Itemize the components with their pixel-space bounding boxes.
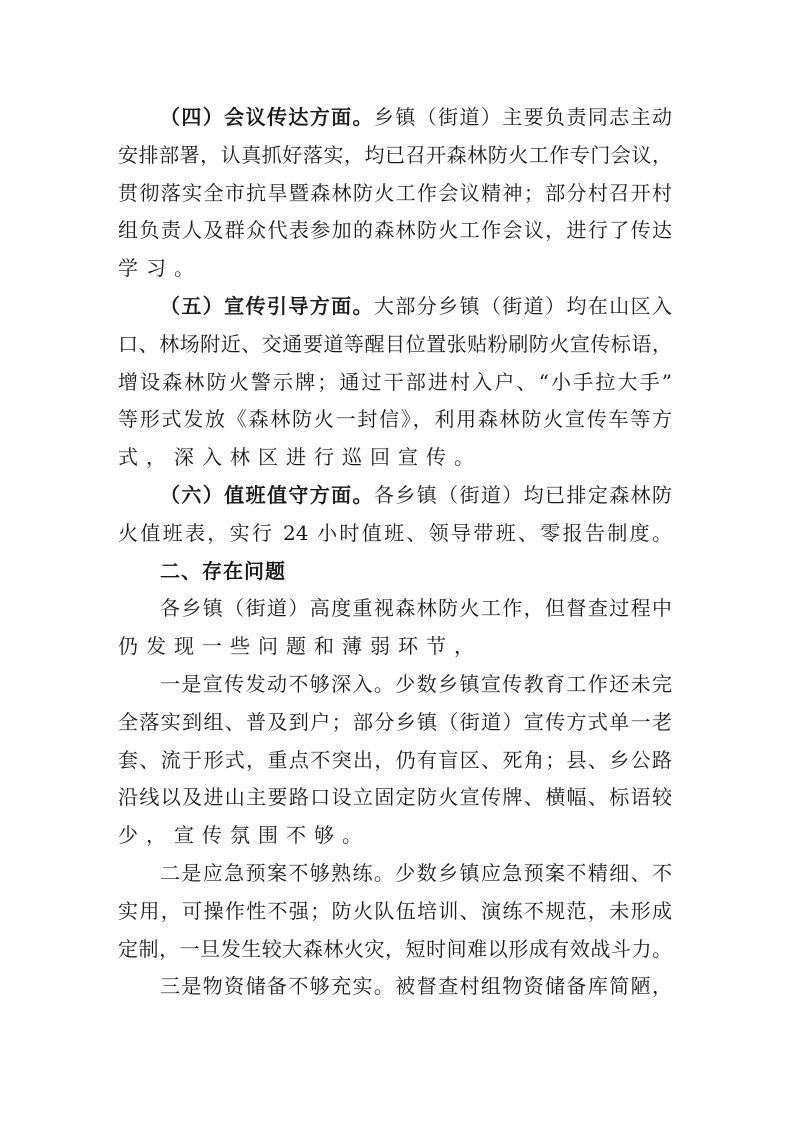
paragraph-text: 定制，一旦发生较大森林火灾，短时间难以形成有效战斗力。	[118, 936, 672, 961]
paragraph-text: 一是宣传发动不够深入。少数乡镇宣传教育工作还未完	[160, 671, 672, 696]
paragraph-line	[118, 742, 672, 780]
paragraph-line	[118, 401, 672, 439]
paragraph-line	[118, 855, 672, 893]
paragraph-line	[118, 326, 672, 364]
paragraph-line	[118, 212, 672, 250]
paragraph-line	[118, 666, 672, 704]
paragraph-text: 沿线以及进山主要路口设立固定防火宣传牌、横幅、标语较	[118, 785, 672, 810]
paragraph-line	[118, 931, 672, 969]
paragraph-text: 增设森林防火警示牌；通过干部进村入户、“小手拉大手”	[118, 369, 672, 394]
paragraph-line	[118, 779, 672, 817]
paragraph-line	[118, 968, 672, 1006]
paragraph-text: 大部分乡镇（街道）均在山区入	[373, 293, 673, 318]
paragraph-text: 学习。	[118, 256, 202, 281]
paragraph-line	[118, 893, 672, 931]
paragraph-text: 少，宣传氛围不够。	[118, 823, 370, 848]
paragraph-line	[118, 628, 672, 666]
paragraph-text: 贯彻落实全市抗旱暨森林防火工作会议精神；部分村召开村	[118, 180, 672, 205]
paragraph-text: 三是物资储备不够充实。被督查村组物资储备库简陋，	[160, 974, 672, 999]
paragraph-text: 全落实到组、普及到户；部分乡镇（街道）宣传方式单一老	[118, 709, 672, 734]
document-page	[118, 99, 672, 1006]
paragraph-line	[118, 250, 672, 288]
paragraph-text: 实用，可操作性不强；防火队伍培训、演练不规范，未形成	[118, 898, 672, 923]
paragraph-line	[118, 288, 672, 326]
paragraph-text: 安排部署，认真抓好落实，均已召开森林防火工作专门会议，	[118, 142, 672, 167]
paragraph-line	[118, 439, 672, 477]
paragraph-line	[118, 364, 672, 402]
paragraph-text: 火值班表，实行 24 小时值班、领导带班、零报告制度。	[118, 520, 672, 545]
paragraph-line	[118, 477, 672, 515]
paragraph-line	[118, 704, 672, 742]
paragraph-text: 二是应急预案不够熟练。少数乡镇应急预案不精细、不	[160, 860, 672, 885]
paragraph-line	[118, 137, 672, 175]
paragraph-text: 各乡镇（街道）高度重视森林防火工作，但督查过程中	[160, 596, 672, 621]
paragraph-line	[118, 99, 672, 137]
paragraph-text: 组负责人及群众代表参加的森林防火工作会议，进行了传达	[118, 218, 672, 243]
paragraph-line	[118, 175, 672, 213]
section-heading: 二、存在问题	[160, 558, 286, 583]
paragraph-text: 各乡镇（街道）均已排定森林防	[373, 482, 673, 507]
paragraph-line	[118, 515, 672, 553]
paragraph-text: 等形式发放《森林防火一封信》，利用森林防火宣传车等方	[118, 407, 672, 432]
paragraph-text: 乡镇（街道）主要负责同志主动	[373, 105, 673, 129]
paragraph-text: 式，深入林区进行巡回宣传。	[118, 445, 482, 470]
paragraph-lead: （五）宣传引导方面。	[160, 293, 374, 318]
paragraph-line	[118, 817, 672, 855]
paragraph-text: 套、流于形式，重点不突出，仍有盲区、死角；县、乡公路	[118, 747, 672, 772]
paragraph-text: 仍发现一些问题和薄弱环节，	[118, 634, 482, 659]
paragraph-lead: （四）会议传达方面。	[160, 105, 374, 129]
paragraph-text: 口、林场附近、交通要道等醒目位置张贴粉刷防火宣传标语，	[118, 331, 672, 356]
paragraph-line	[118, 590, 672, 628]
paragraph-lead: （六）值班值守方面。	[160, 482, 374, 507]
